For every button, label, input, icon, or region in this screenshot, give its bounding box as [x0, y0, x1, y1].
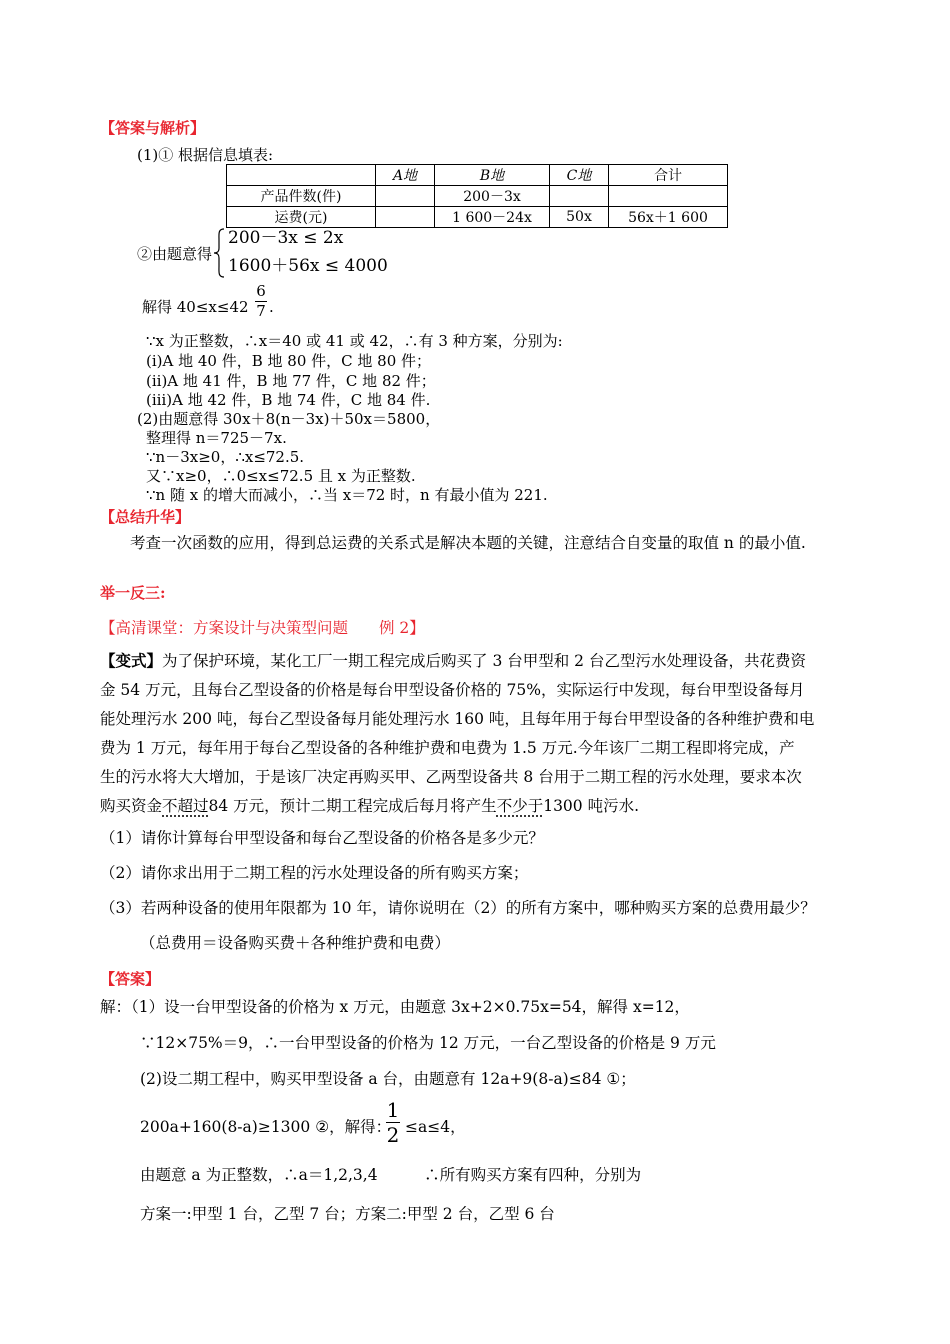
variant-text-1: 为了保护环境，某化工厂一期工程完成后购买了 3 台甲型和 2 台乙型污水处理设备，共花费资 [162, 652, 806, 670]
variant-line-2: 金 54 万元，且每台乙型设备的价格是每台甲型设备价格的 75%，实际运行中发现，每台甲型设备每月 [100, 681, 805, 699]
variant-text-6a: 购买资金 [100, 797, 163, 815]
fraction-numerator: 1 [386, 1098, 400, 1122]
table-header: 合计 [609, 165, 728, 186]
summary-heading: 【总结升华】 [100, 508, 191, 526]
table-cell [609, 186, 728, 207]
example-heading: 举一反三: [100, 584, 166, 602]
variant-text-6e: 1300 吨污水. [543, 797, 640, 815]
system-label: ②由题意得 [137, 245, 213, 263]
summary-text: 考查一次函数的应用，得到总运费的关系式是解决本题的关键，注意结合自变量的取值 n 的最小值. [130, 534, 806, 552]
answer-line-1: 解：（1）设一台甲型设备的价格为 x 万元，由题意 3x+2×0.75x=54，解得 x=12， [100, 998, 690, 1016]
answer-line-3: (2)设二期工程中，购买甲型设备 a 台，由题意有 12a+9(8-a)≤84 ①； [140, 1070, 636, 1088]
emphasis-not-less: 不少于 [496, 797, 544, 815]
inequality-2: 1600＋56x ≤ 4000 [228, 256, 388, 276]
plan-ii: (ⅱ)A 地 41 件，B 地 77 件，C 地 82 件； [146, 372, 436, 390]
variant-line-6 [100, 797, 639, 816]
answer-line-5: 由题意 a 为正整数，∴a＝1,2,3,4 ∴所有购买方案有四种，分别为 [140, 1166, 642, 1184]
part1-intro: (1)① 根据信息填表: [137, 146, 274, 164]
fraction-denominator: 2 [386, 1123, 400, 1147]
answer-heading: 【答案】 [100, 970, 161, 988]
table-cell [376, 186, 435, 207]
solution-prefix: 解得 40≤x≤42 [142, 298, 249, 316]
fraction-denominator: 7 [256, 301, 266, 320]
table-cell [376, 207, 435, 228]
question-3: （3）若两种设备的使用年限都为 10 年，请你说明在（2）的所有方案中，哪种购买方案的总费用最少？ [100, 899, 816, 917]
hd-classroom-link: 【高清课堂：方案设计与决策型问题 例 2】 [100, 619, 425, 637]
fraction-1-2 [386, 1099, 400, 1146]
table-cell: 50x [550, 207, 609, 228]
table-header: A地 [376, 165, 435, 186]
table-row [227, 165, 728, 186]
part2-condition: ∵n－3x≥0，∴x≤72.5. [146, 448, 305, 466]
variant-line-1 [100, 652, 806, 671]
table-cell: 1 600－24x [435, 207, 550, 228]
answer-analysis-heading: 【答案与解析】 [100, 119, 206, 137]
table-cell: 200－3x [435, 186, 550, 207]
variant-text-6c: 84 万元，预计二期工程完成后每月将产生 [208, 797, 497, 815]
integer-cases: ∵x 为正整数，∴x＝40 或 41 或 42，∴有 3 种方案，分别为: [146, 332, 563, 350]
solution-suffix: . [269, 298, 274, 316]
table-cell: 运费(元) [227, 207, 376, 228]
table-header: C地 [550, 165, 609, 186]
part2-simplify: 整理得 n＝725－7x. [146, 429, 287, 447]
fraction-6-7 [255, 283, 267, 319]
part2-equation: (2)由题意得 30x＋8(n－3x)＋50x＝5800， [137, 410, 441, 428]
plan-iii: (ⅲ)A 地 42 件，B 地 74 件，C 地 84 件. [146, 391, 431, 409]
part2-conclusion: ∵n 随 x 的增大而减小，∴当 x＝72 时，n 有最小值为 221. [146, 486, 548, 504]
solution-range [142, 298, 249, 316]
answer-line-4-prefix: 200a+160(8-a)≥1300 ②，解得： [140, 1118, 392, 1136]
info-table [226, 164, 728, 228]
left-brace-icon [213, 228, 225, 278]
variant-line-3: 能处理污水 200 吨，每台乙型设备每月能处理污水 160 吨，且每年用于每台甲型设备的各种维护费和电 [100, 710, 815, 728]
question-2: （2）请你求出用于二期工程的污水处理设备的所有购买方案； [100, 864, 529, 882]
part2-range: 又∵x≥0，∴0≤x≤72.5 且 x 为正整数. [146, 467, 416, 485]
table-cell: 产品件数(件) [227, 186, 376, 207]
table-header: B地 [435, 165, 550, 186]
emphasis-not-exceed: 不超过 [162, 797, 209, 815]
table-cell [227, 165, 376, 186]
variant-line-4: 费为 1 万元，每年用于每台乙型设备的各种维护费和电费为 1.5 万元.今年该厂二期工程即将完成，产 [100, 739, 795, 757]
variant-label: 【变式】 [100, 651, 163, 670]
fraction-numerator: 6 [256, 282, 266, 300]
answer-line-6: 方案一:甲型 1 台，乙型 7 台；方案二:甲型 2 台，乙型 6 台 [140, 1205, 555, 1223]
inequality-1: 200－3x ≤ 2x [228, 228, 344, 248]
table-cell [550, 186, 609, 207]
question-1: （1）请你计算每台甲型设备和每台乙型设备的价格各是多少元？ [100, 829, 544, 847]
plan-i: (ⅰ)A 地 40 件，B 地 80 件，C 地 80 件； [146, 352, 432, 370]
table-cell: 56x＋1 600 [609, 207, 728, 228]
answer-line-2: ∵12×75%＝9，∴一台甲型设备的价格为 12 万元，一台乙型设备的价格是 9 万元 [140, 1034, 716, 1052]
cost-note: （总费用＝设备购买费＋各种维护费和电费） [140, 934, 451, 952]
table-row [227, 207, 728, 228]
variant-line-5: 生的污水将大大增加，于是该厂决定再购买甲、乙两型设备共 8 台用于二期工程的污水处理，要求本次 [100, 768, 802, 786]
table-row [227, 186, 728, 207]
answer-line-4-suffix: ≤a≤4， [405, 1118, 466, 1136]
